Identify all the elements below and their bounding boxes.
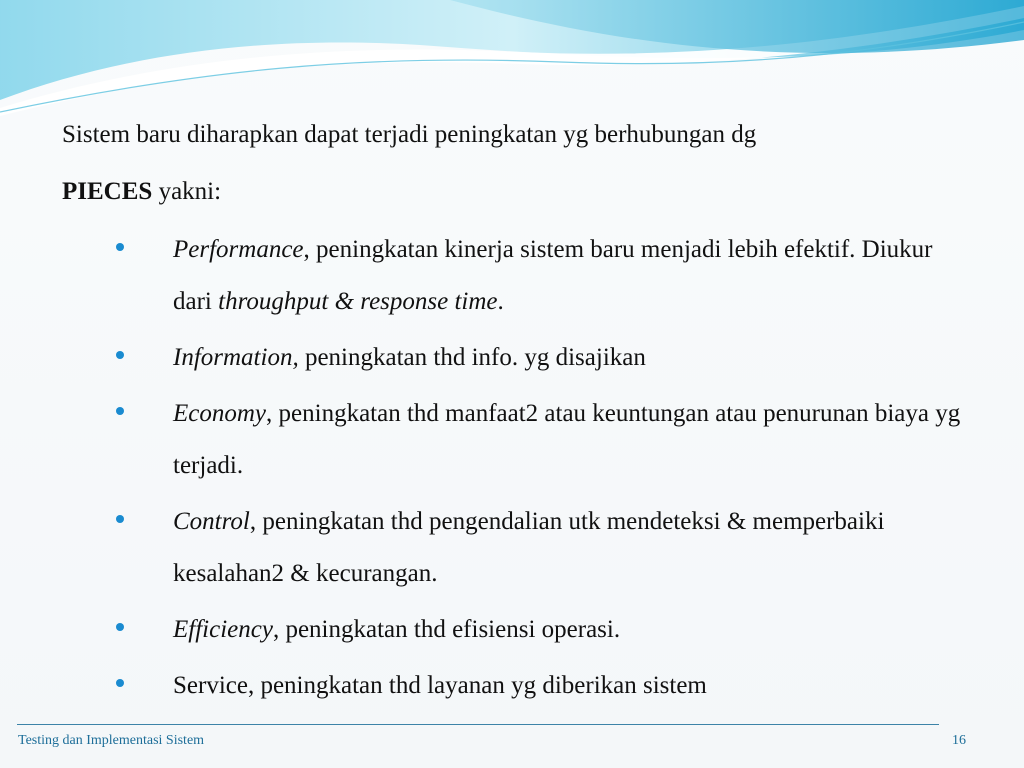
footer-divider bbox=[17, 724, 939, 725]
intro-paragraph bbox=[62, 106, 962, 220]
text-information: peningkatan thd info. yg disajikan bbox=[298, 344, 646, 371]
term-throughput: throughput & response time bbox=[218, 288, 498, 315]
slide-content bbox=[62, 106, 962, 712]
text-economy: , peningkatan thd manfaat2 atau keuntungan atau penurunan biaya yg terjadi. bbox=[173, 400, 961, 479]
term-economy: Economy bbox=[173, 400, 267, 427]
footer-title: Testing dan Implementasi Sistem bbox=[18, 733, 205, 748]
text-control: , peningkatan thd pengendalian utk mendeteksi & memperbaiki kesalahan2 & kecurangan. bbox=[173, 508, 885, 587]
term-control: Control bbox=[173, 508, 250, 535]
intro-line-2-rest: yakni: bbox=[152, 178, 222, 205]
list-item-control bbox=[62, 496, 962, 600]
intro-keyword: PIECES bbox=[62, 178, 153, 205]
intro-line-1: Sistem baru diharapkan dapat terjadi peningkatan yg berhubungan dg bbox=[62, 121, 757, 148]
pieces-list bbox=[62, 224, 962, 712]
list-item-economy bbox=[62, 388, 962, 492]
bullet-dot-icon bbox=[116, 623, 124, 631]
bullet-dot-icon bbox=[116, 351, 124, 359]
list-item-efficiency bbox=[62, 604, 962, 656]
bullet-dot-icon bbox=[116, 515, 124, 523]
text-service: Service, peningkatan thd layanan yg diberikan sistem bbox=[173, 672, 707, 699]
term-information: Information, bbox=[173, 344, 299, 371]
list-item-performance bbox=[62, 224, 962, 328]
list-item-service bbox=[62, 660, 962, 712]
term-performance: Performance bbox=[173, 236, 304, 263]
text-performance-b: . bbox=[497, 288, 504, 315]
text-efficiency: , peningkatan thd efisiensi operasi. bbox=[272, 616, 621, 643]
decorative-wave-header bbox=[0, 0, 1024, 120]
text-performance-a: , peningkatan kinerja sistem baru menjadi lebih efektif. Diukur dari bbox=[173, 236, 933, 315]
term-efficiency: Efficiency bbox=[173, 616, 273, 643]
bullet-dot-icon bbox=[116, 407, 124, 415]
bullet-dot-icon bbox=[116, 243, 124, 251]
bullet-dot-icon bbox=[116, 679, 124, 687]
page-number: 16 bbox=[952, 733, 966, 748]
list-item-information bbox=[62, 332, 962, 384]
